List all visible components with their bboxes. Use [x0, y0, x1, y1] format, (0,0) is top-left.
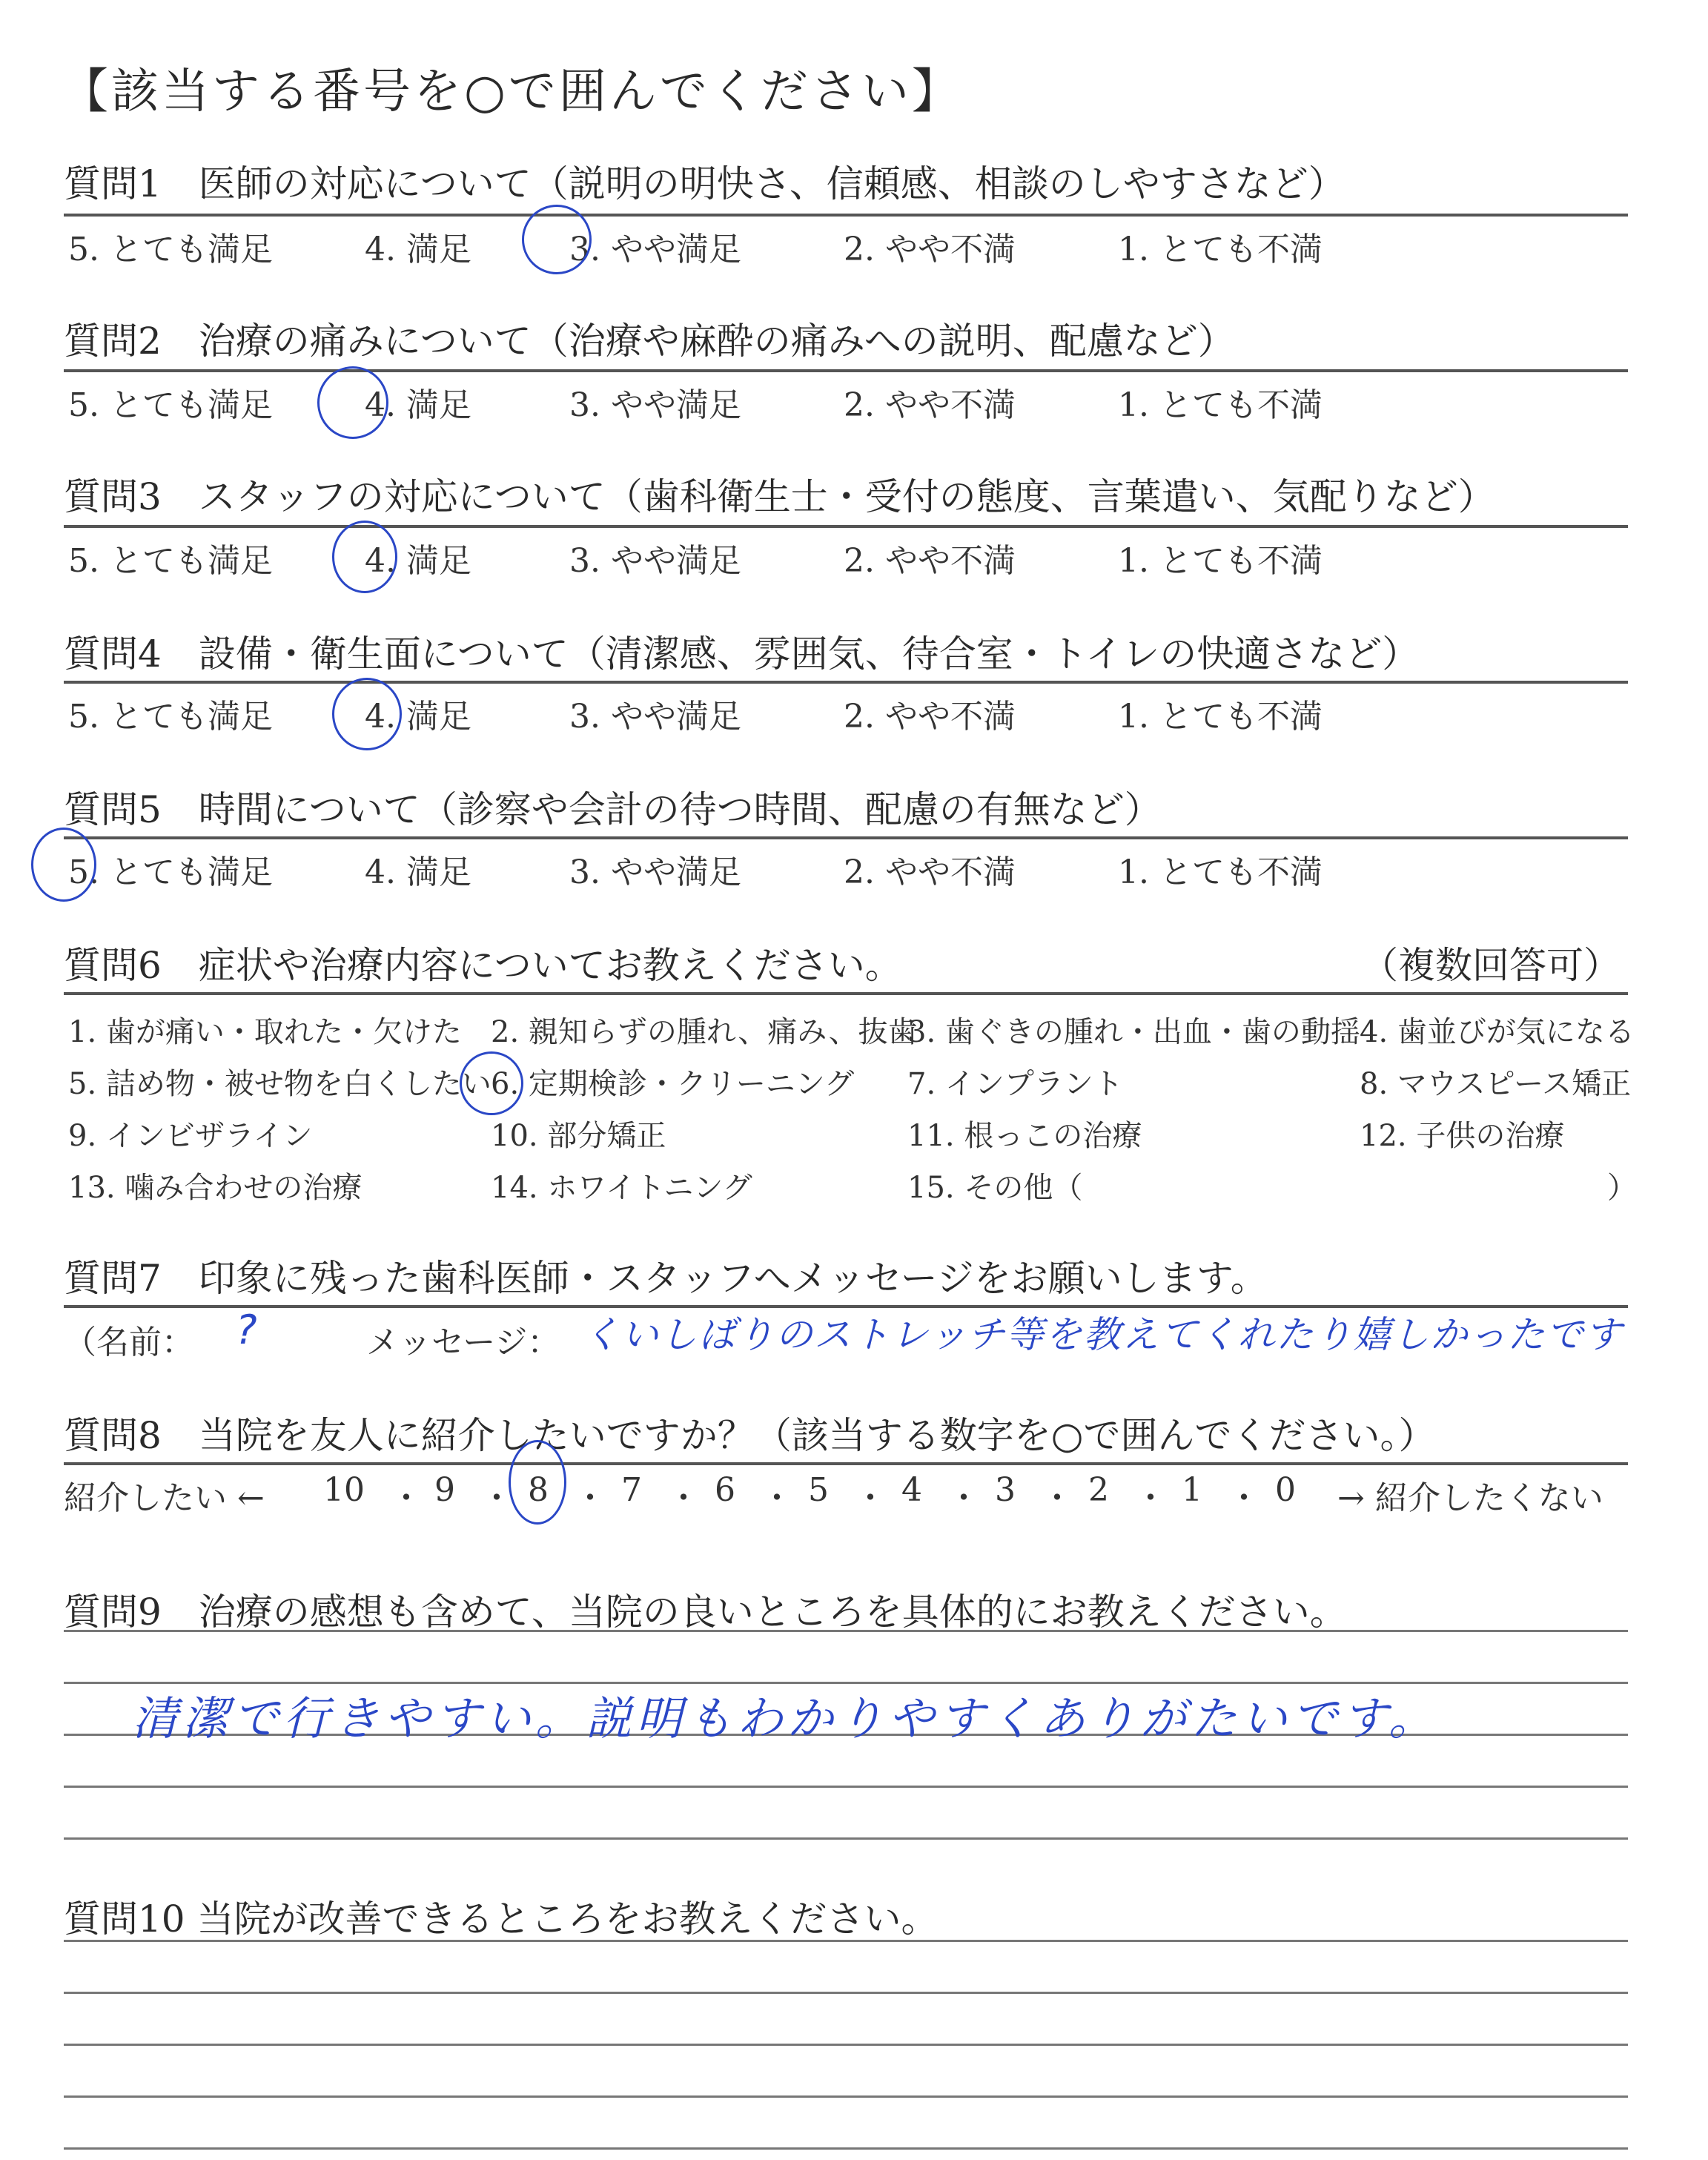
q6-option-11[interactable]: 11. 根っこの治療 [907, 1119, 1142, 1153]
q4-option-4[interactable]: 4. 満足 [365, 698, 471, 736]
q2-option-5[interactable]: 5. とても満足 [68, 386, 273, 424]
q3-option-1[interactable]: 1. とても不満 [1118, 542, 1323, 580]
q9-line-1 [64, 1630, 1628, 1632]
q8-scale-1[interactable]: 1 [1182, 1471, 1202, 1509]
q8-scale-9[interactable]: 9 [434, 1471, 455, 1509]
q8-separator: ・ [947, 1479, 980, 1517]
q5-option-5[interactable]: 5. とても満足 [68, 853, 273, 891]
q2-option-1[interactable]: 1. とても不満 [1118, 386, 1323, 424]
question-7-text: 質問7 印象に残った歯科医師・スタッフへメッセージをお願いします。 [64, 1257, 1268, 1300]
q1-option-5[interactable]: 5. とても満足 [68, 231, 273, 268]
q9-line-5 [64, 1837, 1628, 1840]
q8-scale-10[interactable]: 10 [323, 1471, 365, 1509]
q8-selection-circle [509, 1440, 566, 1525]
q3-option-3[interactable]: 3. やや満足 [569, 542, 741, 580]
q5-selection-circle [31, 828, 96, 902]
q6-option-9[interactable]: 9. インビザライン [68, 1119, 313, 1153]
q3-option-5[interactable]: 5. とても満足 [68, 542, 273, 580]
q8-scale-6[interactable]: 6 [715, 1471, 735, 1509]
q8-right-label: → 紹介したくない [1337, 1479, 1603, 1517]
q3-selection-circle [332, 521, 397, 593]
question-4-text: 質問4 設備・衛生面について（清潔感、雰囲気、待合室・トイレの快適さなど） [64, 633, 1420, 676]
q1-option-3[interactable]: 3. やや満足 [569, 231, 741, 268]
q5-option-4[interactable]: 4. 満足 [365, 853, 471, 891]
q8-separator: ・ [1228, 1479, 1260, 1517]
q2-selection-circle [317, 366, 388, 439]
q6-option-2[interactable]: 2. 親知らずの腫れ、痛み、抜歯 [491, 1015, 918, 1049]
q4-option-5[interactable]: 5. とても満足 [68, 698, 273, 736]
q8-separator: ・ [667, 1479, 700, 1517]
q8-separator: ・ [1041, 1479, 1073, 1517]
q10-line-2 [64, 1992, 1628, 1994]
question-3-rule [64, 525, 1628, 528]
q8-scale-5[interactable]: 5 [808, 1471, 829, 1509]
page-title: 【該当する番号を○で囲んでください】 [61, 65, 962, 119]
q1-option-4[interactable]: 4. 満足 [365, 231, 471, 268]
q6-option-4[interactable]: 4. 歯並びが気になる [1360, 1015, 1635, 1049]
q8-scale-3[interactable]: 3 [995, 1471, 1016, 1509]
q5-option-3[interactable]: 3. やや満足 [569, 853, 741, 891]
q6-option-5[interactable]: 5. 詰め物・被せ物を白くしたい [68, 1067, 491, 1101]
question-5-text: 質問5 時間について（診察や会計の待つ時間、配慮の有無など） [64, 788, 1162, 831]
q10-line-1 [64, 1940, 1628, 1942]
q6-option-3[interactable]: 3. 歯ぐきの腫れ・出血・歯の動揺 [907, 1015, 1360, 1049]
q8-separator: ・ [854, 1479, 887, 1517]
q8-separator: ・ [1134, 1479, 1167, 1517]
q6-option-7[interactable]: 7. インプラント [907, 1067, 1123, 1101]
q6-option-12[interactable]: 12. 子供の治療 [1360, 1119, 1565, 1153]
q4-option-2[interactable]: 2. やや不満 [844, 698, 1016, 736]
q9-line-4 [64, 1786, 1628, 1788]
question-2-rule [64, 369, 1628, 372]
q8-scale-8[interactable]: 8 [528, 1471, 549, 1509]
q7-message-label: メッセージ： [366, 1324, 560, 1361]
q4-option-3[interactable]: 3. やや満足 [569, 698, 741, 736]
question-6-rule [64, 992, 1628, 995]
q8-scale-2[interactable]: 2 [1088, 1471, 1109, 1509]
q10-line-4 [64, 2095, 1628, 2098]
q10-line-5 [64, 2147, 1628, 2150]
q7-message-value[interactable]: くいしばりのストレッチ等を教えてくれたり嬉しかったです [583, 1313, 1623, 1356]
question-1-text: 質問1 医師の対応について（説明の明快さ、信頼感、相談のしやすさなど） [64, 162, 1345, 205]
q4-selection-circle [332, 678, 402, 750]
question-6-text: 質問6 症状や治療内容についてお教えください。 [64, 944, 902, 987]
q2-option-4[interactable]: 4. 満足 [365, 386, 471, 424]
q1-option-1[interactable]: 1. とても不満 [1118, 231, 1323, 268]
q10-line-3 [64, 2044, 1628, 2046]
q8-scale-7[interactable]: 7 [621, 1471, 642, 1509]
q2-option-3[interactable]: 3. やや満足 [569, 386, 741, 424]
q6-option-6[interactable]: 6. 定期検診・クリーニング [491, 1067, 855, 1101]
q9-answer[interactable]: 清潔で行きやすい。説明もわかりやすくありがたいです。 [132, 1691, 1440, 1745]
q8-separator: ・ [761, 1479, 793, 1517]
question-8-text: 質問8 当院を友人に紹介したいですか？（該当する数字を○で囲んでください。） [64, 1414, 1436, 1457]
question-4-rule [64, 681, 1628, 684]
q1-option-2[interactable]: 2. やや不満 [844, 231, 1016, 268]
q7-name-label: （名前： [64, 1324, 194, 1361]
q8-separator: ・ [480, 1479, 513, 1517]
question-5-rule [64, 836, 1628, 839]
q6-option-1[interactable]: 1. 歯が痛い・取れた・欠けた [68, 1015, 462, 1049]
q8-left-label: 紹介したい ← [64, 1479, 265, 1517]
q8-scale-4[interactable]: 4 [901, 1471, 922, 1509]
q8-separator: ・ [574, 1479, 606, 1517]
q6-option-10[interactable]: 10. 部分矯正 [491, 1119, 666, 1153]
q8-separator: ・ [390, 1479, 423, 1517]
q6-option-15-close: ） [1607, 1171, 1637, 1205]
q6-option-13[interactable]: 13. 噛み合わせの治療 [68, 1171, 363, 1205]
q6-option-14[interactable]: 14. ホワイトニング [491, 1171, 752, 1205]
question-8-rule [64, 1462, 1628, 1465]
q5-option-1[interactable]: 1. とても不満 [1118, 853, 1323, 891]
question-9-text: 質問9 治療の感想も含めて、当院の良いところを具体的にお教えください。 [64, 1591, 1347, 1634]
q6-selection-circle [460, 1051, 523, 1115]
q7-name-value[interactable]: ? [236, 1307, 257, 1353]
question-10-text: 質問10 当院が改善できるところをお教えください。 [64, 1898, 939, 1941]
question-6-note: （複数回答可） [1361, 944, 1621, 987]
q1-selection-circle [522, 205, 592, 274]
q4-option-1[interactable]: 1. とても不満 [1118, 698, 1323, 736]
question-3-text: 質問3 スタッフの対応について（歯科衛生士・受付の態度、言葉遣い、気配りなど） [64, 475, 1495, 518]
q6-option-8[interactable]: 8. マウスピース矯正 [1360, 1067, 1632, 1101]
q3-option-2[interactable]: 2. やや不満 [844, 542, 1016, 580]
q2-option-2[interactable]: 2. やや不満 [844, 386, 1016, 424]
question-2-text: 質問2 治療の痛みについて（治療や麻酔の痛みへの説明、配慮など） [64, 320, 1235, 363]
q3-option-4[interactable]: 4. 満足 [365, 542, 471, 580]
q6-option-15[interactable]: 15. その他（ [907, 1171, 1083, 1205]
q8-scale-0[interactable]: 0 [1275, 1471, 1296, 1509]
q5-option-2[interactable]: 2. やや不満 [844, 853, 1016, 891]
question-1-rule [64, 214, 1628, 217]
